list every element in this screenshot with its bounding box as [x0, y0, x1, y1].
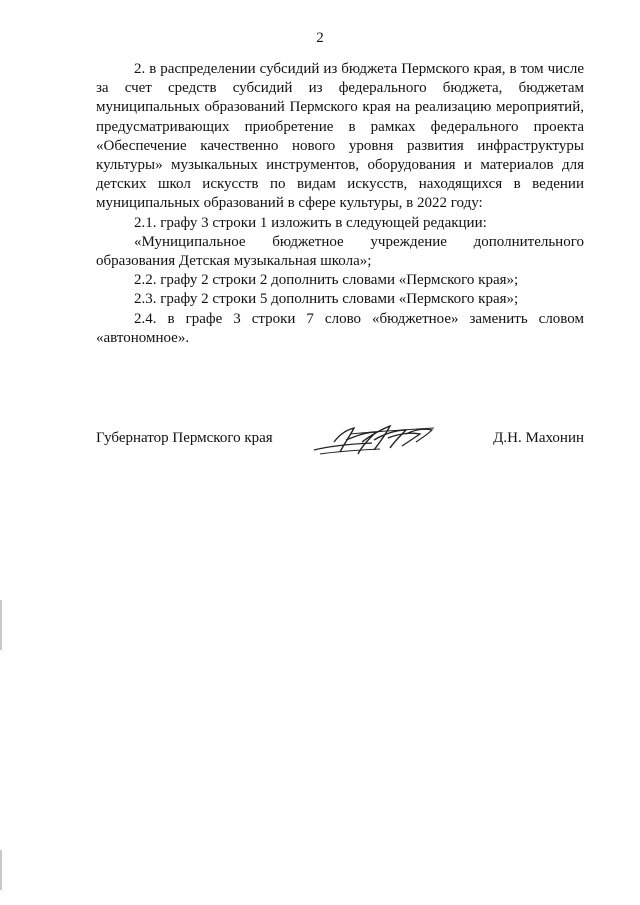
- signatory-name: Д.Н. Махонин: [493, 430, 584, 446]
- paragraph-item-2-2: 2.2. графу 2 строки 2 дополнить словами «Пермского края»;: [134, 272, 519, 289]
- paragraph-item-2-4: 2.4. в графе 3 строки 7 слово «бюджетное» заменить словом «автономное».: [96, 310, 584, 346]
- paragraph-item-2-1: 2.1. графу 3 строки 1 изложить в следующей редакции:: [134, 214, 487, 231]
- paragraph-item-2-1-text: «Муниципальное бюджетное учреждение дополнительного образования Детская музыкальная школа»;: [96, 233, 584, 270]
- signatory-title: Губернатор Пермского края: [96, 430, 273, 446]
- signature-block: [96, 420, 584, 470]
- paragraph-item-2: 2. в распределении субсидий из бюджета Пермского края, в том числе за счет средств субсидий из федерального бюджета, бюджетам муниципальных образований Пермского края на реализацию мероприятий, предусматривающих приобретение в рамках федерального проекта «Обеспечение качественно нового уровня развития инфраструктуры культуры» музыкальных инструментов, оборудования и материалов для детских школ искусств по видам искусств, находящихся в ведении муниципальных образований в сфере культуры, в 2022 году:: [96, 61, 584, 212]
- page-number: 2: [316, 30, 324, 46]
- document-body: [96, 60, 584, 348]
- scan-edge-mark: [0, 600, 2, 650]
- paragraph-item-2-3: 2.3. графу 2 строки 5 дополнить словами «Пермского края»;: [134, 291, 519, 308]
- scan-edge-mark: [0, 850, 2, 890]
- handwritten-signature: [310, 420, 440, 460]
